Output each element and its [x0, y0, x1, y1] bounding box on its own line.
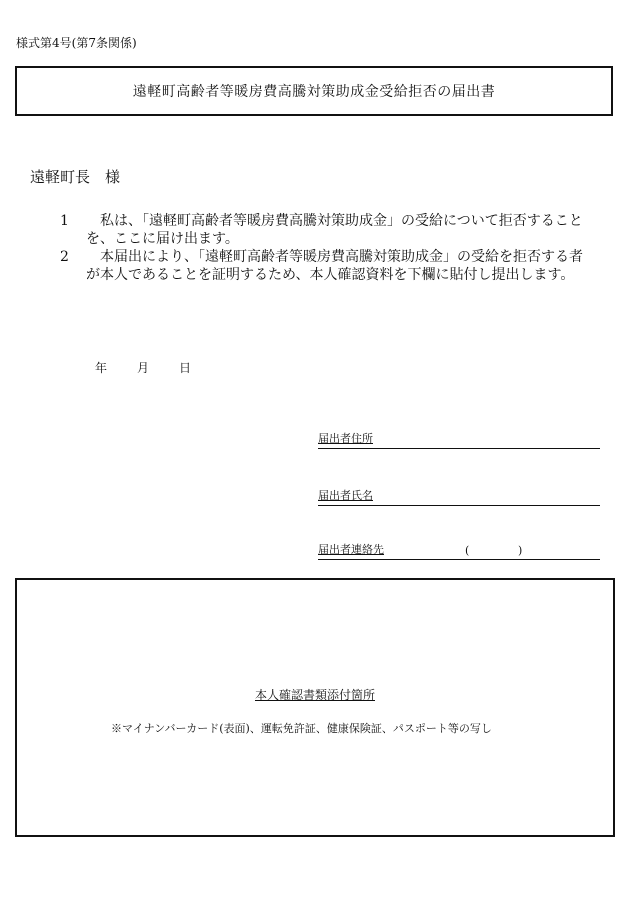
- clause-number: 2: [60, 249, 69, 265]
- date-year-label: 年: [95, 361, 108, 375]
- form-number: 様式第4号(第7条関係): [16, 36, 137, 50]
- clause-text: 私は、「遠軽町高齢者等暖房費高騰対策助成金」の受給について拒否することを、ここに届け出ます。: [86, 213, 583, 247]
- attachment-note: ※マイナンバーカード(表面)、運転免許証、健康保険証、パスポート等の写し: [111, 722, 492, 735]
- contact-paren-open: (: [465, 544, 470, 557]
- clause-number: 1: [60, 213, 69, 229]
- date-month-label: 月: [137, 361, 150, 375]
- date-day-label: 日: [179, 361, 192, 375]
- clause-list: [60, 212, 590, 284]
- clause-item: [60, 212, 590, 248]
- attachment-title: 本人確認書類添付箇所: [254, 688, 375, 702]
- document-title: 遠軽町高齢者等暖房費高騰対策助成金受給拒否の届出書: [132, 84, 496, 100]
- clause-item: [60, 248, 590, 284]
- clause-text: 本届出により、「遠軽町高齢者等暖房費高騰対策助成金」の受給を拒否する者が本人であることを証明するため、本人確認資料を下欄に貼付し提出します。: [86, 249, 583, 283]
- addressee: 遠軽町長 様: [30, 168, 121, 186]
- name-field[interactable]: [318, 487, 600, 506]
- address-field[interactable]: [318, 430, 600, 449]
- contact-field[interactable]: [318, 541, 600, 560]
- contact-label: 届出者連絡先: [318, 543, 384, 556]
- date-line: [95, 359, 191, 376]
- attachment-box: [15, 578, 615, 837]
- address-label: 届出者住所: [318, 432, 373, 445]
- title-box: [15, 66, 613, 116]
- contact-paren-close: ): [518, 544, 523, 557]
- name-label: 届出者氏名: [318, 489, 373, 502]
- attachment-title-wrap: [17, 686, 613, 703]
